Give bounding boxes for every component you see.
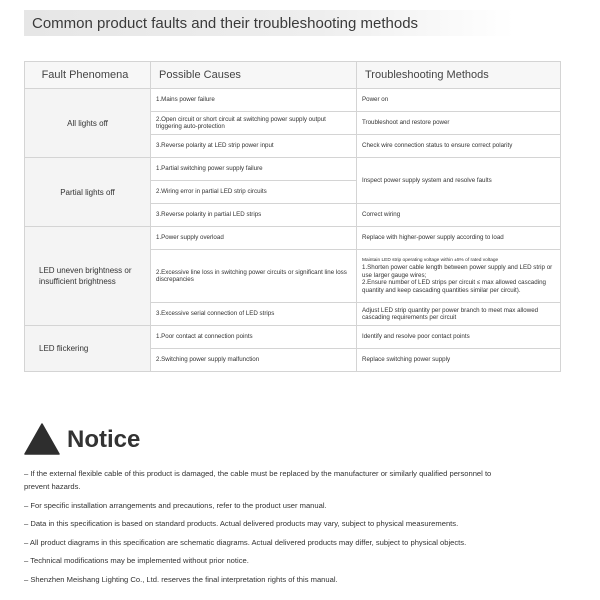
- method-cell: Replace with higher-power supply according to load: [357, 227, 561, 250]
- method-cell: Check wire connection status to ensure correct polarity: [357, 135, 561, 158]
- method-cell: [357, 250, 561, 303]
- cause-cell: 2.Switching power supply malfunction: [151, 349, 357, 372]
- method-cell: Correct wiring: [357, 204, 561, 227]
- fault-cell: All lights off: [25, 89, 151, 158]
- cause-cell: 2.Excessive line loss in switching power circuits or significant line loss discrepancies: [151, 250, 357, 303]
- cause-cell: 1.Poor contact at connection points: [151, 326, 357, 349]
- notice-header: [24, 423, 324, 457]
- method-note: Maintain LED strip operating voltage within ±5% of rated voltage: [362, 258, 499, 263]
- section-title-bar: [24, 10, 514, 36]
- cause-cell: 1.Partial switching power supply failure: [151, 158, 357, 181]
- cause-cell: 3.Reverse polarity at LED strip power input: [151, 135, 357, 158]
- header-possible-causes: Possible Causes: [151, 62, 357, 89]
- fault-cell: LED uneven brightness or insufficient brightness: [25, 227, 151, 326]
- method-line: 1.Shorten power cable length between power supply and LED strip or use larger gauge wires;: [362, 264, 553, 279]
- list-item: – Shenzhen Meishang Lighting Co., Ltd. reserves the final interpretation rights of this manual.: [24, 574, 338, 584]
- cause-cell: 3.Reverse polarity in partial LED strips: [151, 204, 357, 227]
- cause-cell: 1.Mains power failure: [151, 89, 357, 112]
- table-header-row: [25, 62, 561, 89]
- list-item: – For specific installation arrangements and precautions, refer to the product user manual.: [24, 500, 327, 510]
- cause-cell: 2.Wiring error in partial LED strip circuits: [151, 181, 357, 204]
- list-item: – Data in this specification is based on standard products. Actual delivered products may vary, subject to physical measurements.: [24, 519, 459, 528]
- notice-list: [24, 467, 584, 591]
- fault-cell: Partial lights off: [25, 158, 151, 227]
- table-row: [25, 158, 561, 181]
- cause-cell: 1.Power supply overload: [151, 227, 357, 250]
- method-cell: Identify and resolve poor contact points: [357, 326, 561, 349]
- table-row: [25, 227, 561, 250]
- method-cell: Adjust LED strip quantity per power branch to meet max allowed cascading requirements per circuit: [357, 303, 561, 326]
- troubleshooting-table: [24, 61, 561, 372]
- fault-cell: LED flickering: [25, 326, 151, 372]
- header-fault-phenomena: Fault Phenomena: [25, 62, 151, 89]
- method-cell: Replace switching power supply: [357, 349, 561, 372]
- list-item: – Technical modifications may be implemented without prior notice.: [24, 556, 249, 565]
- warning-triangle-icon: [24, 423, 60, 455]
- header-troubleshooting-methods: Troubleshooting Methods: [357, 62, 561, 89]
- method-cell: Power on: [357, 89, 561, 112]
- method-cell: Inspect power supply system and resolve faults: [357, 158, 561, 204]
- method-line: 2.Ensure number of LED strips per circuit ≤ max allowed cascading quantity and keep cascading quantities similar per circuit).: [362, 279, 546, 294]
- cause-cell: 3.Excessive serial connection of LED strips: [151, 303, 357, 326]
- notice-title: Notice: [67, 426, 141, 453]
- table-row: [25, 326, 561, 349]
- cause-cell: 2.Open circuit or short circuit at switching power supply output triggering auto-protection: [151, 112, 357, 135]
- list-item: – If the external flexible cable of this product is damaged, the cable must be replaced by the manufacturer or similarly qualified personnel to prevent hazards.: [24, 469, 492, 491]
- method-cell: Troubleshoot and restore power: [357, 112, 561, 135]
- table-row: [25, 89, 561, 112]
- list-item: – All product diagrams in this specification are schematic diagrams. Actual delivered products may differ, subject to physical objects.: [24, 537, 467, 547]
- section-title: Common product faults and their troubleshooting methods: [32, 15, 419, 32]
